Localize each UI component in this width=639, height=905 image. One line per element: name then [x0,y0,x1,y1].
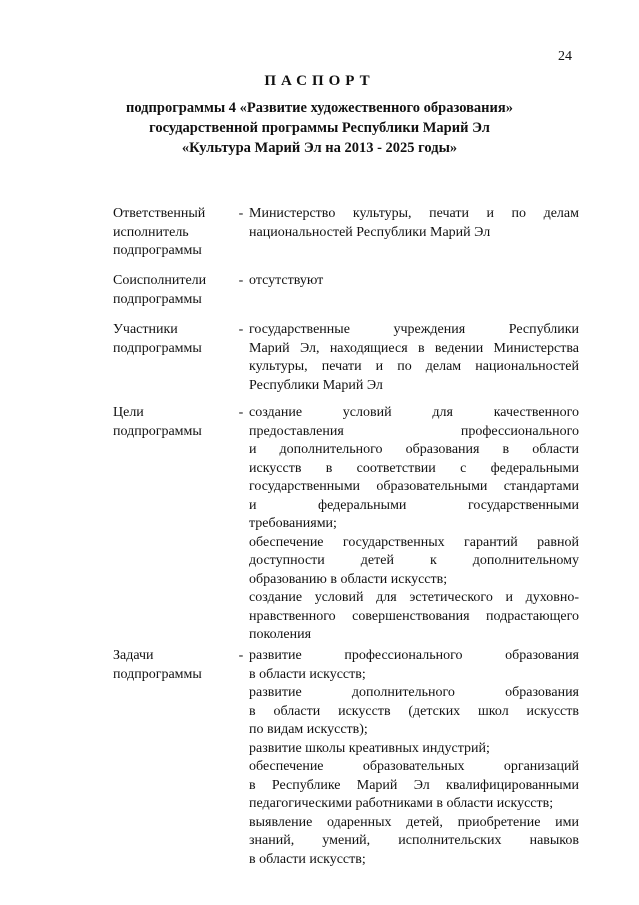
row-dash: - [238,273,244,288]
label-line: Цели [113,405,144,420]
row-value [249,321,579,395]
label-line: подпрограммы [113,291,202,307]
label-line: Участники [113,322,178,337]
label-line: Задачи [113,648,154,663]
subtitle-line: «Культура Марий Эл на 2013 - 2025 годы» [181,140,458,156]
row-dash: - [238,322,244,337]
label-line: подпрограммы [113,666,202,682]
value-line: Республики Марий Эл [249,377,383,393]
value-line: государственные учреждения Республики [249,322,579,337]
value-line: в области искусств; [249,666,366,682]
row-dash: - [238,648,244,663]
value-line: государственными образовательными стандартами [249,479,579,494]
label-line: исполнитель [113,224,189,240]
row-dash: - [238,405,244,420]
row-value [249,205,579,261]
value-line: развитие профессионального образования [249,648,579,663]
row-value [249,272,579,309]
value-line: предоставления профессионального [249,423,579,439]
value-line: и федеральными государственными [249,497,579,513]
value-line: в области искусств (детских школ искусств [249,703,579,719]
passport-row-participants [113,321,583,395]
value-line: обеспечение государственных гарантий равной [249,534,579,550]
subtitle [0,98,639,158]
row-value [249,404,579,645]
value-line: и дополнительного образования в области [249,442,579,457]
value-line: развитие дополнительного образования [249,685,579,700]
value-line: обеспечение образовательных организаций [249,759,579,774]
value-line: выявление одаренных детей, приобретение ими [249,814,579,830]
value-line: искусств в соответствии с федеральными [249,460,579,476]
row-label [113,404,233,645]
passport-row-goals [113,404,583,645]
value-line: в Республике Марий Эл квалифицированными [249,777,579,793]
value-line: отсутствуют [249,273,324,288]
subtitle-line: государственной программы Республики Марий Эл [149,120,490,136]
value-line: поколения [249,627,312,642]
value-line: знаний, умений, исполнительских навыков [249,833,579,848]
value-line: требованиями; [249,516,337,531]
page-number: 24 [558,49,572,64]
page-title: ПАСПОРТ [264,73,375,89]
row-label [113,321,233,395]
value-line: нравственного совершенствования подрастающего [249,608,579,624]
value-line: педагогическими работниками в области искусств; [249,796,554,811]
value-line: по видам искусств); [249,722,368,737]
label-line: подпрограммы [113,243,202,258]
row-label [113,272,233,309]
label-line: подпрограммы [113,423,202,439]
row-value [249,647,579,869]
row-label [113,647,233,869]
passport-row-co-executors [113,272,583,309]
value-line: Марий Эл, находящиеся в ведении Министерства [249,340,579,356]
value-line: развитие школы креативных индустрий; [249,740,490,756]
subtitle-line: подпрограммы 4 «Развитие художественного образования» [126,100,513,116]
value-line: в области искусств; [249,851,366,867]
value-line: национальностей Республики Марий Эл [249,224,491,240]
label-line: подпрограммы [113,340,202,356]
row-dash: - [238,206,244,221]
passport-row-responsible [113,205,583,261]
value-line: Министерство культуры, печати и по делам [249,206,579,221]
passport-row-tasks [113,647,583,869]
value-line: создание условий для эстетического и духовно- [249,590,579,605]
value-line: образованию в области искусств; [249,571,448,587]
value-line: создание условий для качественного [249,405,579,420]
value-line: доступности детей к дополнительному [249,553,579,568]
row-label [113,205,233,261]
value-line: культуры, печати и по делам национальностей [249,359,579,374]
label-line: Соисполнители [113,273,207,288]
label-line: Ответственный [113,206,206,221]
